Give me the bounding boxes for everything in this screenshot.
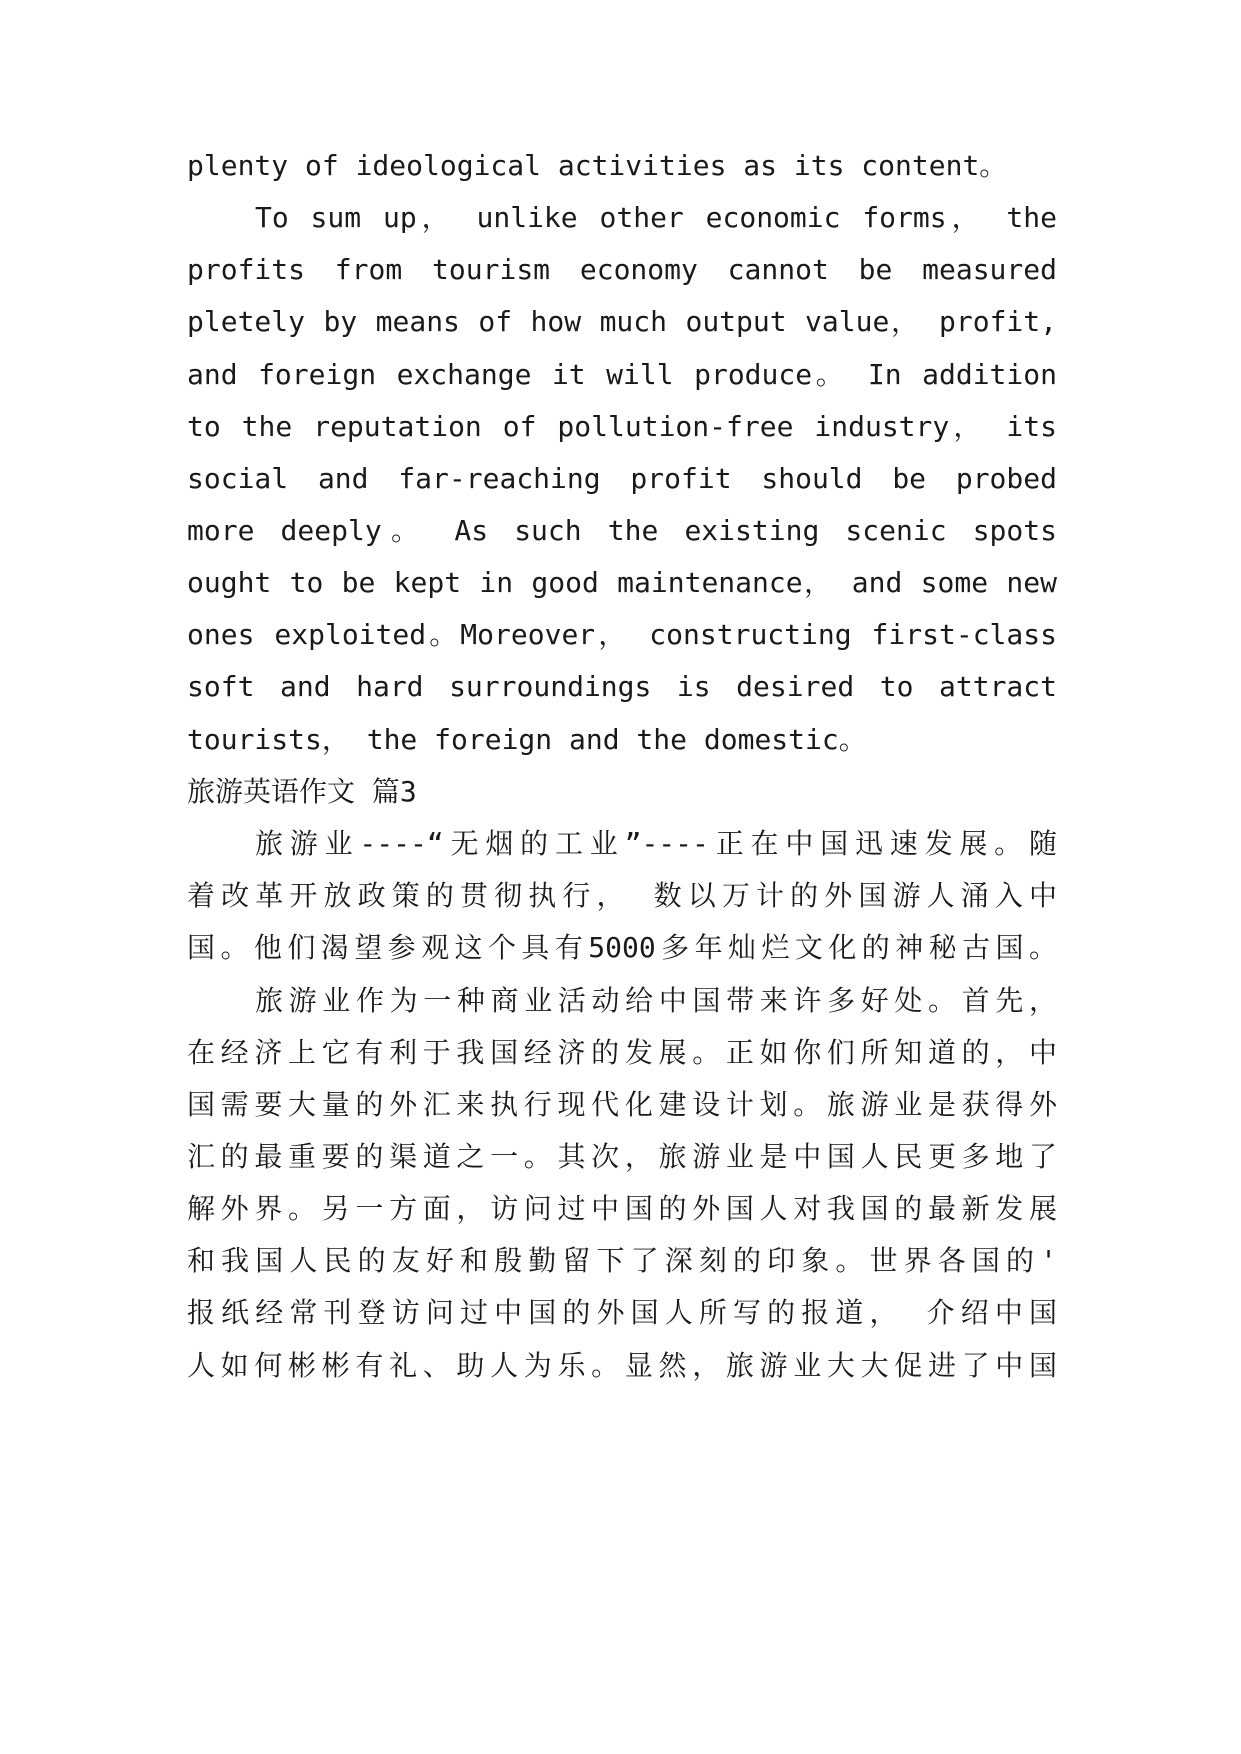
- text-line: pletely by means of how much output value， profit,: [187, 305, 1057, 338]
- text-line: 和我国人民的友好和殷勤留下了深刻的印象。世界各国的': [187, 1244, 1057, 1277]
- text-line: soft and hard surroundings is desired to attract: [187, 670, 1057, 703]
- text-line: 解外界。另一方面，访问过中国的外国人对我国的最新发展: [187, 1192, 1057, 1225]
- text-line: tourists， the foreign and the domestic。: [187, 723, 867, 756]
- text-line: plenty of ideological activities as its content。: [187, 149, 1008, 182]
- text-line: to the reputation of pollution-free industry， its: [187, 410, 1057, 443]
- text-line: social and far-reaching profit should be probed: [187, 462, 1057, 495]
- text-line: 旅游业作为一种商业活动给中国带来许多好处。首先，: [255, 984, 1057, 1017]
- text-line: 报纸经常刊登访问过中国的外国人所写的报道， 介绍中国: [187, 1296, 1057, 1329]
- text-line: more deeply。 As such the existing scenic spots: [187, 514, 1057, 547]
- text-line: ought to be kept in good maintenance， and some new: [187, 566, 1057, 599]
- text-line: To sum up， unlike other economic forms， the: [255, 201, 1057, 234]
- text-line: 国需要大量的外汇来执行现代化建设计划。旅游业是获得外: [187, 1088, 1057, 1121]
- text-line: 人如何彬彬有礼、助人为乐。显然，旅游业大大促进了中国: [187, 1349, 1057, 1382]
- text-line: 在经济上它有利于我国经济的发展。正如你们所知道的，中: [187, 1036, 1057, 1069]
- section-heading: 旅游英语作文 篇3: [187, 775, 417, 808]
- text-line: 着改革开放政策的贯彻执行， 数以万计的外国游人涌入中: [187, 879, 1057, 912]
- text-line: ones exploited。Moreover， constructing first-class: [187, 618, 1057, 651]
- text-line: profits from tourism economy cannot be measured: [187, 253, 1057, 286]
- text-line: 汇的最重要的渠道之一。其次，旅游业是中国人民更多地了: [187, 1140, 1057, 1173]
- text-line: and foreign exchange it will produce。 In addition: [187, 358, 1057, 391]
- text-line: 旅游业----“无烟的工业”----正在中国迅速发展。随: [255, 827, 1057, 860]
- text-line: 国。他们渴望参观这个具有5000多年灿烂文化的神秘古国。: [187, 931, 1057, 964]
